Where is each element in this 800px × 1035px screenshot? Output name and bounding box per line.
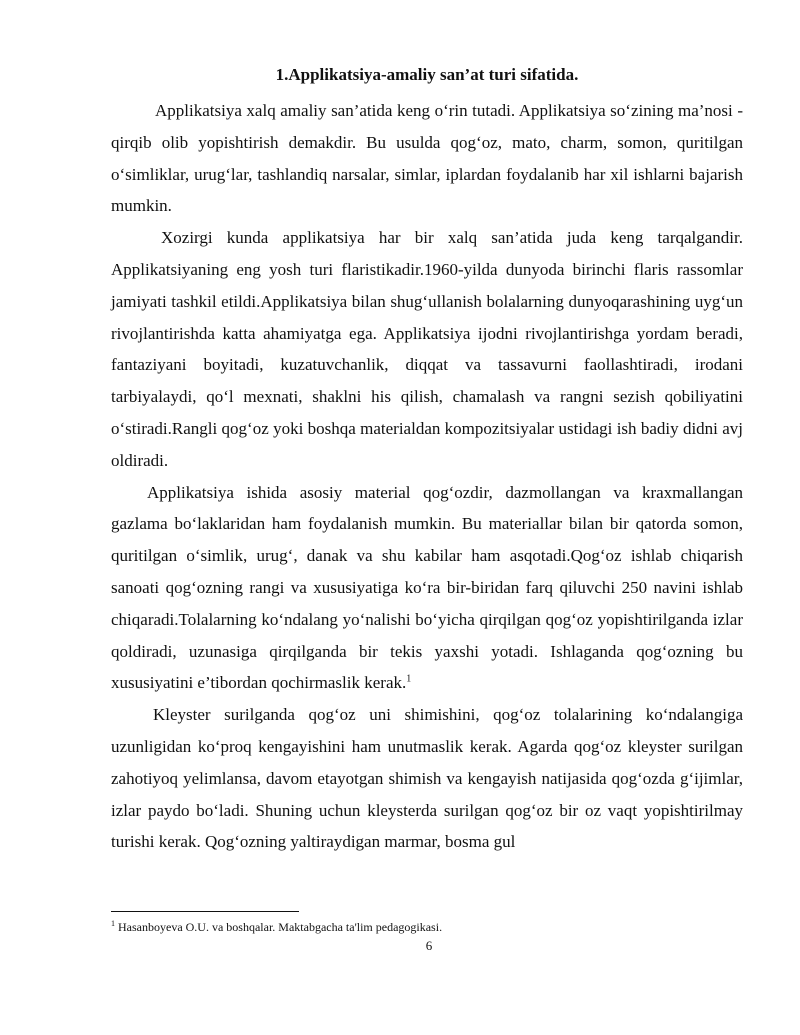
page-number: 6 [425,938,433,953]
document-page [111,64,743,858]
footnote [111,920,442,935]
paragraph-1: Applikatsiya xalq amaliy san’atida keng o‘rin tutadi. Applikatsiya so‘zining ma’nosi -qirqib olib yopishtirish demakdir. Bu usulda qog‘oz, mato, charm, somon, quritilgan o‘simliklar, urug‘lar, tashlandiq narsalar, simlar, iplardan foydalanib har xil ishlarni bajarish mumkin. [111,101,743,216]
footnote-text: Hasanboyeva O.U. va boshqalar. Maktabgacha ta'lim pedagogikasi. [115,920,443,934]
paragraph-2: Xozirgi kunda applikatsiya har bir xalq san’atida juda keng tarqalgandir. Applikatsiyaning eng yosh turi flaristikadir.1960-yilda dunyoda birinchi flaris rassomlar jamiyati tashkil etildi.Applikatsiya bilan shug‘ullanish bolalarning dunyoqarashining uyg‘un rivojlantirishda katta ahamiyatga ega. Applikatsiya ijodni rivojlantirishga yordam beradi, fantaziyani boyitadi, kuzatuvchanlik, diqqat va tassavurni faollashtiradi, irodani tarbiyalaydi, qo‘l mexnati, shaklni his qilish, chamalash va rangni sezish qobiliyatini o‘stiradi.Rangli qog‘oz yoki boshqa materialdan kompozitsiyalar ustidagi ish badiy didni avj oldiradi. [111,228,743,470]
footnote-marker: 1 [111,919,115,928]
section-title: 1.Applikatsiya-amaliy san’at turi sifatida. [275,65,579,84]
paragraph-4: Kleyster surilganda qog‘oz uni shimishini, qog‘oz tolalarining ko‘ndalangiga uzunligidan ko‘proq kengayishini ham unutmaslik kerak. Agarda qog‘oz kleyster surilgan zahotiyoq yelimlansa, davom etayotgan shimish va kengayish natijasida qog‘ozda g‘ijimlar, izlar paydo bo‘ladi. Shuning uchun kleysterda surilgan qog‘oz bir oz vaqt yopishtirilmay turishi kerak. Qog‘ozning yaltiraydigan marmar, bosma gul [111,705,743,852]
footnote-separator [111,911,299,912]
paragraph-3-text: Applikatsiya ishida asosiy material qog‘ozdir, dazmollangan va kraxmallangan gazlama bo‘laklaridan ham foydalanish mumkin. Bu materiallar bilan bir qatorda somon, quritilgan o‘simlik, urug‘, danak va shu kabilar ham asqotadi.Qog‘oz ishlab chiqarish sanoati qog‘ozning rangi va xususiyatiga ko‘ra bir-biridan farq qiluvchi 250 navini ishlab chiqaradi.Tolalarning ko‘ndalang yo‘nalishi bo‘yicha qirqilgan qog‘oz yopishtirilganda izlar qoldiradi, uzunasiga qirqilganda bir tekis yaxshi yotadi. Ishlaganda qog‘ozning bu xususiyatini e’tibordan qochirmaslik kerak. [111,482,743,693]
footnote-reference: 1 [406,673,412,685]
paragraph-3 [111,477,743,700]
